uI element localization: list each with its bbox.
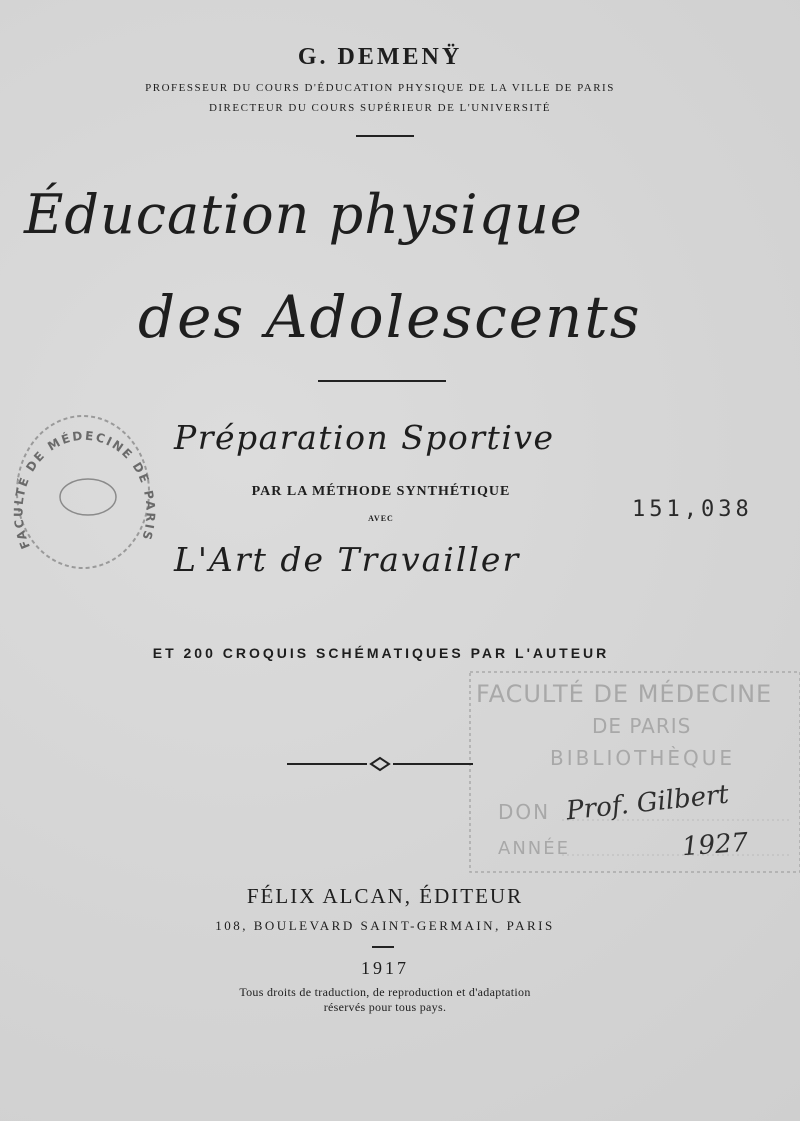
publisher-address: 108, BOULEVARD SAINT-GERMAIN, PARIS — [215, 918, 555, 933]
donation-stamp-line-2: DE PARIS — [592, 714, 692, 738]
svg-text:FACULTÉ DE MÉDECINE DE PARIS — [11, 429, 157, 551]
library-stamp-text: FACULTÉ DE MÉDECINE DE PARIS — [11, 428, 158, 552]
subtitle-line-2: L'Art de Travailler — [174, 540, 521, 579]
publication-year: 1917 — [361, 958, 409, 978]
divider — [318, 380, 446, 382]
book-title-line-1: Éducation physique — [24, 183, 583, 246]
subtitle-method: PAR LA MÉTHODE SYNTHÉTIQUE — [251, 484, 511, 499]
donation-stamp — [462, 660, 800, 880]
donor-handwriting: Prof. Gilbert — [564, 779, 731, 827]
author-name: G. DEMENŸ — [297, 44, 463, 70]
author-credential-1: PROFESSEUR DU COURS D'ÉDUCATION PHYSIQUE DE LA VILLE DE PARIS — [145, 82, 615, 94]
rights-notice-line-2: réservés pour tous pays. — [323, 1000, 447, 1014]
author-credential-2: DIRECTEUR DU COURS SUPÉRIEUR DE L'UNIVERSITÉ — [208, 102, 552, 114]
year-label: ANNÉE — [498, 838, 570, 859]
illustrations-note: ET 200 CROQUIS SCHÉMATIQUES PAR L'AUTEUR — [152, 645, 610, 661]
book-title-line-2: des Adolescents — [138, 283, 642, 351]
donation-stamp-line-1: FACULTÉ DE MÉDECINE — [476, 680, 773, 708]
divider — [356, 135, 414, 137]
ornament-divider — [285, 752, 475, 776]
donation-stamp-line-3: BIBLIOTHÈQUE — [550, 746, 736, 770]
library-stamp — [8, 402, 158, 582]
donation-label: DON — [498, 800, 551, 824]
rights-notice-line-1: Tous droits de traduction, de reproduction et d'adaptation — [239, 985, 531, 999]
subtitle-line-1: Préparation Sportive — [174, 418, 555, 457]
donation-year-handwriting: 1927 — [681, 827, 750, 863]
divider — [372, 946, 394, 948]
publisher-name: FÉLIX ALCAN, ÉDITEUR — [246, 884, 524, 908]
subtitle-connector: AVEC — [368, 514, 394, 523]
catalog-number: 151,038 — [632, 497, 753, 522]
